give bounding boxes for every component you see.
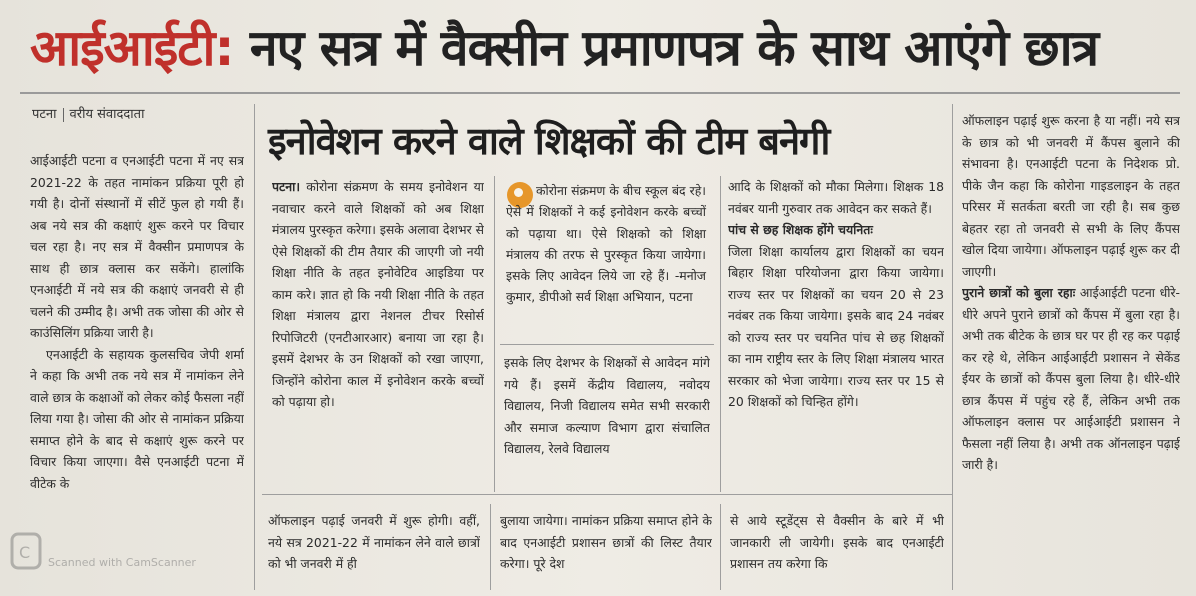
bottom-divider-2 — [720, 504, 721, 590]
column-divider-3 — [720, 176, 721, 492]
col3-paragraph: इसके लिए देशभर के शिक्षकों से आवेदन मांगे गये हैं। इसमें केंद्रीय विद्यालय, नवोदय विद्यालय, निजी विद्यालय समेत सभी सरकारी और समाज कल्याण विभाग द्वारा संचालित विद्यालय, रेलवे विद्यालय — [504, 355, 710, 456]
bottom-text-2: बुलाया जायेगा। नामांकन प्रक्रिया समाप्त होने के बाद एनआईटी प्रशासन छात्रों की लिस्ट तैयार करेगा। पूरे देश — [500, 513, 712, 571]
article-column-2 — [272, 176, 484, 492]
col5-paragraph-1: ऑफलाइन पढ़ाई शुरू करना है या नहीं। नये सत्र के छात्र को भी जनवरी में कैंपस बुलाने की संभावना है। एनआईटी पटना के निदेशक प्रो. पीके जैन कहा कि कोरोना गाइडलाइन के तहत परिसर में सतर्कता बरती जा रही है। सब कुछ बेहतर रहा तो जनवरी से सभी के लिए कैंपस खोल दिया जायेगा। ऑफलाइन पढ़ाई शुरू कर दी जाएगी। — [962, 113, 1180, 279]
inset-quote — [506, 180, 706, 308]
col5-text: आईआईटी पटना धीरे-धीरे अपने पुराने छात्रों को कैंपस में बुला रहा है। अभी तक बीटेक के छात्र घर पर ही रह कर पढ़ाई कर रहे थे, लेकिन आईआईटी प्रशासन ने सेकेंड ईयर के छात्रों को कैंपस बुला लिया है। धीरे-धीरे छात्र कैंपस में पहुंच रहे हैं, लेकिन अभी तक ऑफलाइन क्लास पर आईआईटी प्रशासन ने फैसला नहीं लिया है। अभी तक ऑनलाइन पढ़ाई जारी है। — [962, 285, 1180, 472]
byline — [32, 104, 144, 122]
col4-subhead: पांच से छह शिक्षक होंगे चयनितः — [728, 222, 873, 237]
headline — [30, 10, 1190, 86]
inset-quote-text: कोरोना संक्रमण के बीच स्कूल बंद रहे। ऐसे में शिक्षकों ने कई इनोवेशन करके बच्चों को पढ़ाया था। ऐसे शिक्षको को शिक्षा मंत्रालय की तरफ से पुरस्कृत किया जायेगा। इसके लिए आवेदन लिये जा रहे हैं। -मनोज कुमार, डीपीओ सर्व शिक्षा अभियान, पटना — [506, 183, 706, 305]
col2-text: कोरोना संक्रमण के समय इनोवेशन या नवाचार करने वाले शिक्षकों को अब शिक्षा मंत्रालय पुरस्कृत करेगा। इसके अलावा देशभर से ऐसे शिक्षकों की टीम तैयार की जाएगी जो नयी शिक्षा नीति के तहत इनोवेटिव आइडिया पर काम करे। ज्ञात हो कि नयी शिक्षा नीति के तहत शिक्षा मंत्रालय द्वारा नेशनल टीचर रिसोर्स रिपोजिटरी (एनटीआरआर) बनाया जा रहा है। इसमें देशभर के उन शिक्षकों को रखा जाएगा, जिन्होंने कोरोना काल में इनोवेशन करके बच्चों को पढ़ाया हो। — [272, 179, 484, 409]
bottom-text-3: से आये स्टूडेंट्स से वैक्सीन के बारे में भी जानकारी ली जायेगी। इसके बाद एनआईटी प्रशासन तय करेगा कि — [730, 513, 944, 571]
col4-paragraph-1: आदि के शिक्षकों को मौका मिलेगा। शिक्षक 18 नवंबर यानी गुरुवार तक आवेदन कर सकते हैं। — [728, 179, 944, 216]
article-column-5 — [962, 110, 1180, 590]
col1-paragraph-2: एनआईटी के सहायक कुलसचिव जेपी शर्मा ने कहा कि अभी तक नये सत्र में नामांकन लेने वाले छात्र के कक्षाओं को लेकर कोई फैसला नहीं लिया गया है। जोसा की ओर से नामांकन प्रक्रिया समाप्त होने के बाद से कक्षाएं शुरू करने पर विचार किया जाएगा। वैसे एनआईटी पटना में वीटेक के — [30, 346, 244, 491]
headline-prefix: आईआईटी: — [30, 19, 234, 77]
col2-lead: पटना। — [272, 179, 301, 194]
bottom-divider-1 — [490, 504, 491, 590]
headline-main: नए सत्र में वैक्सीन प्रमाणपत्र के साथ आएंगे छात्र — [249, 19, 1099, 77]
col5-paragraph-2 — [962, 282, 1180, 476]
inset-rule — [500, 344, 714, 345]
byline-separator — [63, 108, 64, 122]
byline-reporter: वरीय संवाददाता — [69, 107, 145, 122]
column-divider-2 — [494, 176, 495, 492]
col1-paragraph-1: आईआईटी पटना व एनआईटी पटना में नए सत्र 2021-22 के तहत नामांकन प्रक्रिया पूरी हो गयी है। दोनों संस्थानों में सीटें फुल हो गयी हैं। अब नये सत्र की कक्षाएं शुरू करने पर विचार चल रहा है। नए सत्र में वैक्सीन प्रमाणपत्र के साथ ही छात्र क्लास कर सकेंगे। हालांकि एनआईटी में नये सत्र की कक्षाएं जनवरी से ही चलने की उम्मीद है। अभी तक जोसा की ओर से काउंसिलिंग प्रक्रिया जारी है। — [30, 153, 244, 340]
bottom-text-1: ऑफलाइन पढ़ाई जनवरी में शुरू होगी। वहीं, नये सत्र 2021-22 में नामांकन लेने वाले छात्रों को भी जनवरी में ही — [268, 513, 480, 571]
article-column-3 — [504, 352, 710, 492]
col2-paragraph — [272, 176, 484, 413]
article-column-1 — [30, 150, 244, 590]
bottom-band-rule — [262, 494, 952, 495]
bottom-column-3 — [730, 510, 944, 594]
headline-rule — [20, 92, 1180, 94]
col5-subhead: पुराने छात्रों को बुला रहाः — [962, 285, 1076, 300]
svg-text:C: C — [19, 543, 31, 562]
col4-paragraph-2: जिला शिक्षा कार्यालय द्वारा शिक्षकों का चयन बिहार शिक्षा परियोजना द्वारा किया जायेगा। राज्य स्तर पर शिक्षकों का चयन 20 से 23 नवंबर तक किया जायेगा। इसके बाद 24 नवंबर को राज्य स्तर पर चयनित पांच से छह शिक्षकों का नाम राष्ट्रीय स्तर के लिए शिक्षा मंत्रालय भारत सरकार को भेजा जायेगा। राज्य स्तर पर 15 से 20 शिक्षकों को चिन्हित होंगे। — [728, 243, 944, 409]
article-column-4 — [728, 176, 944, 492]
bottom-column-1 — [268, 510, 480, 594]
byline-place: पटना — [32, 107, 57, 122]
column-divider-1 — [254, 104, 255, 590]
bottom-column-2 — [500, 510, 712, 594]
camscanner-logo-icon — [10, 528, 42, 574]
watermark-text: Scanned with CamScanner — [48, 556, 196, 569]
column-divider-4 — [952, 104, 953, 590]
sub-headline: इनोवेशन करने वाले शिक्षकों की टीम बनेगी — [268, 119, 830, 163]
